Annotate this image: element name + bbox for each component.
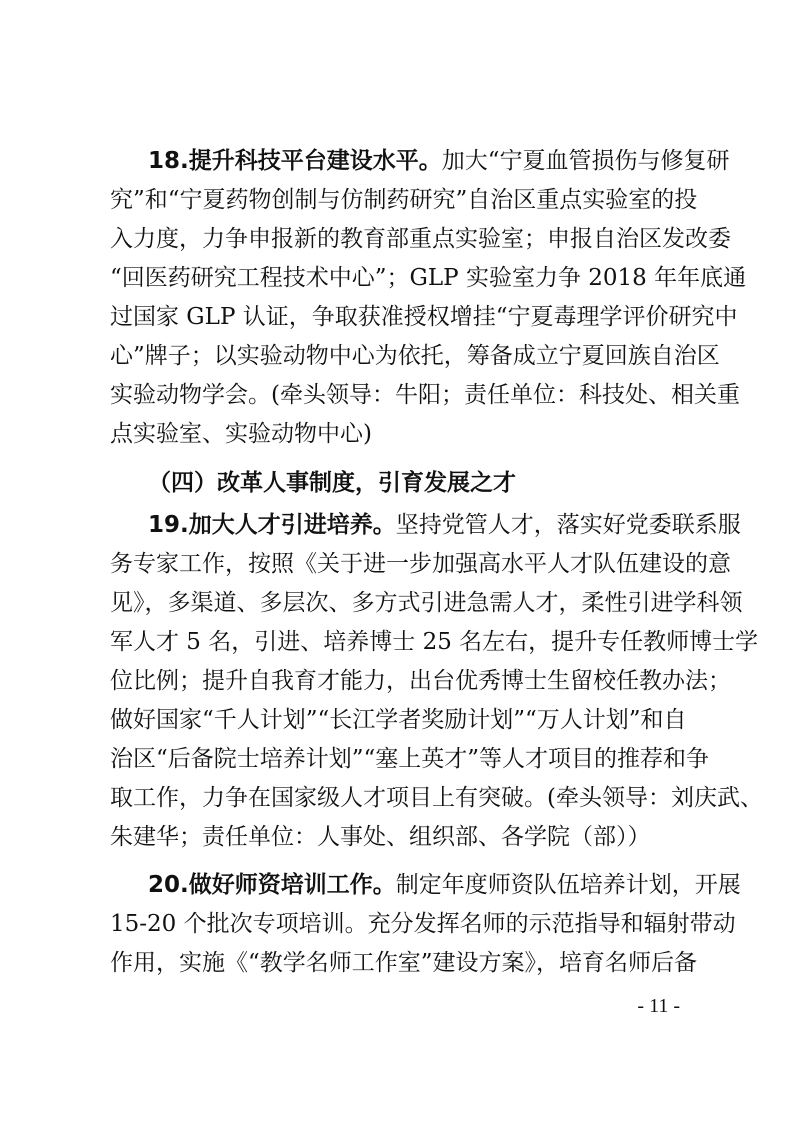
section-19-line-5: 位比例；提升自我育才能力，出台优秀博士生留校任教办法； <box>110 668 731 694</box>
section-19-line-6: 做好国家“千人计划”“长江学者奖励计划”“万人计划”和自 <box>110 707 687 733</box>
section-18-text: 加大“宁夏血管损伤与修复研 <box>441 148 730 174</box>
section-18-line-7: 实验动物学会。(牵头领导：牛阳；责任单位：科技处、相关重 <box>110 382 740 408</box>
section-19-text: 坚持党管人才，落实好党委联系服 <box>395 512 741 538</box>
section-19-line-2: 务专家工作，按照《关于进一步加强高水平人才队伍建设的意 <box>110 551 731 577</box>
section-20-text: 制定年度师资队伍培养计划，开展 <box>395 872 741 898</box>
section-20-line-2: 15-20 个批次专项培训。充分发挥名师的示范指导和辐射带动 <box>110 911 736 937</box>
section-19-line-8: 取工作，力争在国家级人才项目上有突破。(牵头领导：刘庆武、 <box>110 785 763 811</box>
section-18-line-1 <box>148 146 730 176</box>
section-18-line-2: 究”和“宁夏药物创制与仿制药研究”自治区重点实验室的投 <box>110 187 698 213</box>
section-20-line-1 <box>148 870 741 900</box>
section-18-line-8: 点实验室、实验动物中心) <box>110 421 372 447</box>
section-18-line-3: 入力度，力争申报新的教育部重点实验室；申报自治区发改委 <box>110 226 731 252</box>
section-18-heading: 18.提升科技平台建设水平。 <box>148 148 442 174</box>
part-4-heading: （四）改革人事制度，引育发展之才 <box>148 470 516 496</box>
section-18-line-6: 心”牌子；以实验动物中心为依托，筹备成立宁夏回族自治区 <box>110 343 720 369</box>
section-19-line-4: 军人才 5 名，引进、培养博士 25 名左右，提升专任教师博士学 <box>110 629 759 655</box>
section-19-heading: 19.加大人才引进培养。 <box>148 512 396 538</box>
section-20-heading: 20.做好师资培训工作。 <box>148 872 396 898</box>
section-18-line-4: “回医药研究工程技术中心”；GLP 实验室力争 2018 年年底通 <box>110 265 747 291</box>
page-number: - 11 - <box>637 995 680 1017</box>
section-18-line-5: 过国家 GLP 认证，争取获准授权增挂“宁夏毒理学评价研究中 <box>110 304 738 330</box>
section-19-line-3: 见》，多渠道、多层次、多方式引进急需人才，柔性引进学科领 <box>110 590 743 616</box>
section-19-line-9: 朱建华；责任单位：人事处、组织部、各学院（部）） <box>110 824 651 850</box>
section-19-line-1 <box>148 510 741 540</box>
section-19-line-7: 治区“后备院士培养计划”“塞上英才”等人才项目的推荐和争 <box>110 746 710 772</box>
section-20-line-3: 作用，实施《“教学名师工作室”建设方案》，培育名师后备 <box>110 950 698 976</box>
